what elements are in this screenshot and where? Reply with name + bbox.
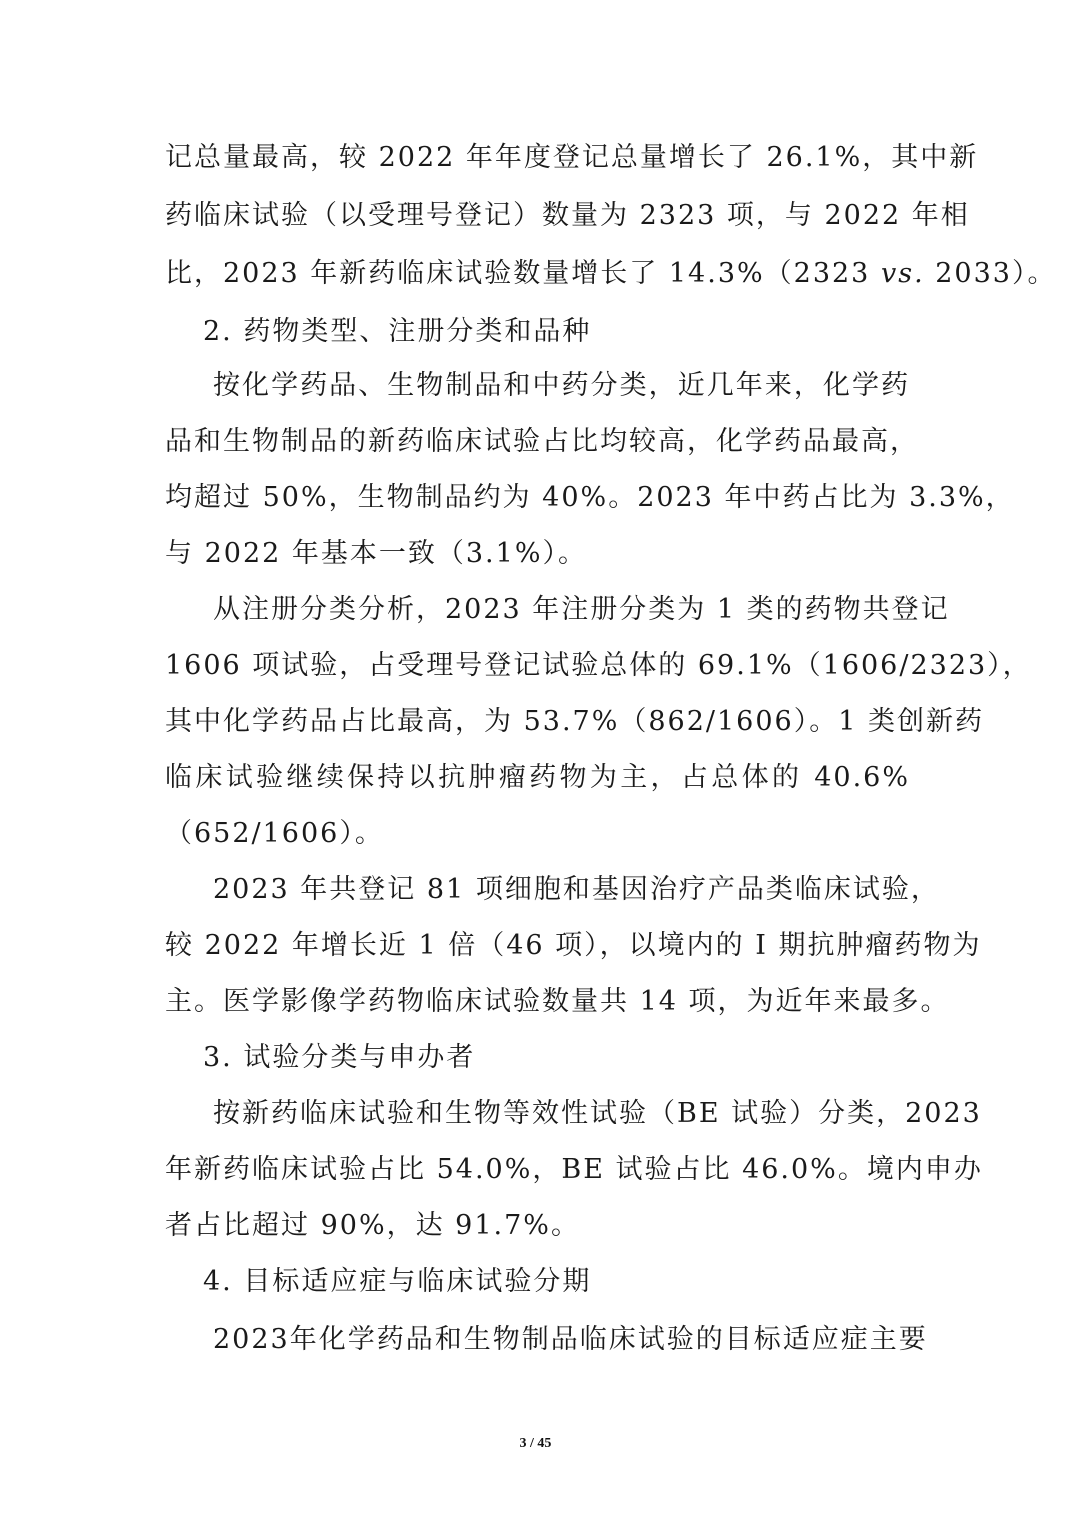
section-heading: 4. 目标适应症与临床试验分期: [203, 1266, 592, 1297]
page-number: 3 / 45: [519, 1436, 552, 1451]
section-heading: 2. 药物类型、注册分类和品种: [203, 316, 592, 347]
italic-text-vs: vs.: [880, 258, 925, 289]
paragraph-line: 均超过 50%，生物制品约为 40%。2023 年中药占比为 3.3%，: [165, 482, 1015, 513]
paragraph-line: 者占比超过 90%，达 91.7%。: [165, 1210, 580, 1241]
text-fragment: 2033）。: [924, 258, 1057, 289]
paragraph-line: 年新药临床试验占比 54.0%，BE 试验占比 46.0%。境内申办: [165, 1154, 983, 1185]
paragraph-line: 与 2022 年基本一致（3.1%）。: [165, 538, 587, 569]
paragraph-line: 2023 年共登记 81 项细胞和基因治疗产品类临床试验，: [213, 874, 940, 905]
text-fragment: 比，2023 年新药临床试验数量增长了 14.3%（2323: [165, 258, 881, 289]
paragraph-line: （652/1606）。: [165, 818, 384, 849]
paragraph-line: 记总量最高，较 2022 年年度登记总量增长了 26.1%，其中新: [165, 142, 979, 173]
paragraph-line: 其中化学药品占比最高，为 53.7%（862/1606）。1 类创新药: [165, 706, 984, 737]
paragraph-line: 临床试验继续保持以抗肿瘤药物为主，占总体的 40.6%: [165, 762, 910, 793]
paragraph-line: 从注册分类分析，2023 年注册分类为 1 类的药物共登记: [213, 594, 950, 625]
paragraph-line: 品和生物制品的新药临床试验占比均较高，化学药品最高，: [165, 426, 919, 457]
paragraph-line: 较 2022 年增长近 1 倍（46 项），以境内的 I 期抗肿瘤药物为: [165, 930, 982, 961]
paragraph-line: [165, 254, 1057, 294]
paragraph-line: 按新药临床试验和生物等效性试验（BE 试验）分类，2023: [213, 1098, 982, 1129]
paragraph-line: 主。医学影像学药物临床试验数量共 14 项，为近年来最多。: [165, 986, 950, 1017]
paragraph-line: 2023年化学药品和生物制品临床试验的目标适应症主要: [213, 1324, 928, 1355]
section-heading: 3. 试验分类与申办者: [203, 1042, 476, 1073]
paragraph-line: 1606 项试验，占受理号登记试验总体的 69.1%（1606/2323），: [165, 650, 1032, 681]
paragraph-line: 按化学药品、生物制品和中药分类，近几年来，化学药: [213, 370, 910, 401]
paragraph-line: 药临床试验（以受理号登记）数量为 2323 项，与 2022 年相: [165, 200, 970, 231]
